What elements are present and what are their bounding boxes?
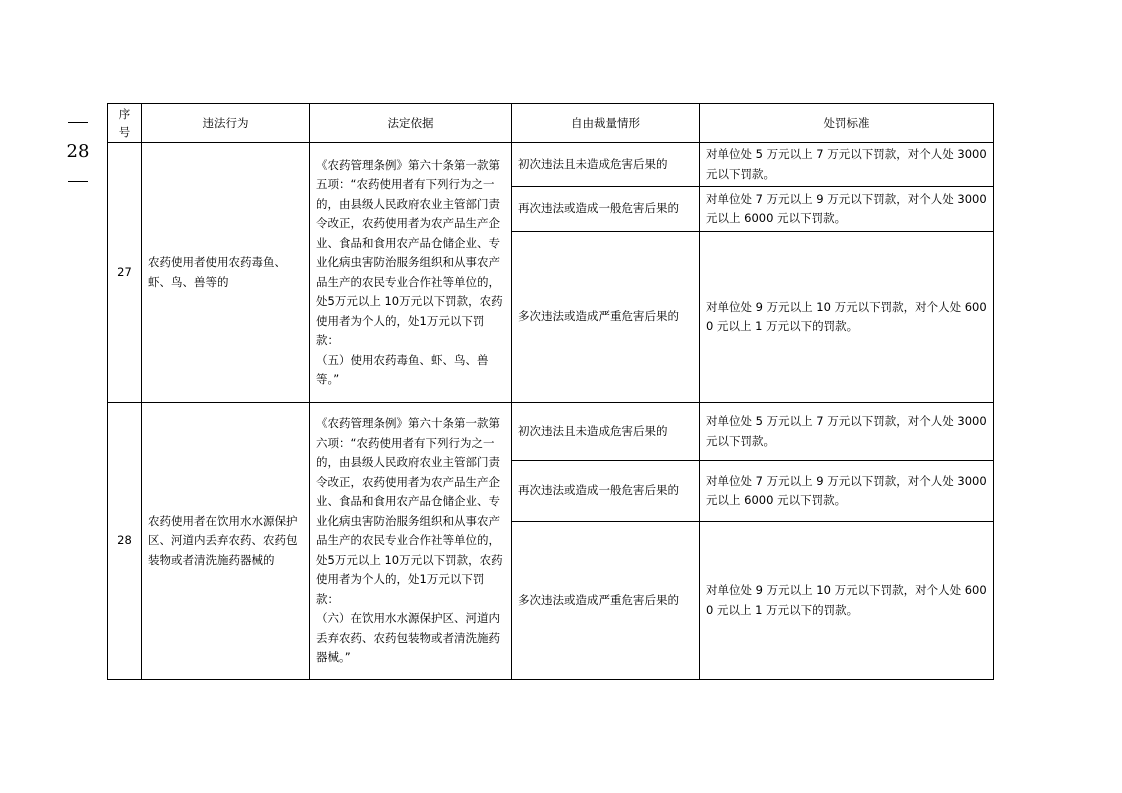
discretion-situation: 多次违法或造成严重危害后果的 xyxy=(512,232,700,403)
header-act: 违法行为 xyxy=(142,104,310,143)
page-number-text: 28 xyxy=(66,141,90,162)
table-header-row xyxy=(108,104,994,143)
penalty-standard: 对单位处 9 万元以上 10 万元以下罚款，对个人处 6000 元以上 1 万元以下的罚款。 xyxy=(700,232,994,403)
discretion-situation: 初次违法且未造成危害后果的 xyxy=(512,403,700,461)
discretion-situation: 再次违法或造成一般危害后果的 xyxy=(512,461,700,522)
discretion-situation: 多次违法或造成严重危害后果的 xyxy=(512,522,700,680)
page-number xyxy=(58,122,98,182)
header-basis: 法定依据 xyxy=(310,104,512,143)
table-row xyxy=(108,403,994,461)
legal-basis-item: （六）在饮用水水源保护区、河道内丢弃农药、农药包装物或者清洗施药器械。” xyxy=(316,611,500,665)
header-discretion: 自由裁量情形 xyxy=(512,104,700,143)
penalty-standard: 对单位处 7 万元以上 9 万元以下罚款，对个人处 3000 元以上 6000 元以下罚款。 xyxy=(700,187,994,232)
legal-basis-text: 《农药管理条例》第六十条第一款第五项：“农药使用者有下列行为之一的，由县级人民政府农业主管部门责令改正，农药使用者为农产品生产企业、食品和食用农产品仓储企业、专业化病虫害防治服务组织和从事农产品生产的农民专业合作社等单位的，处5万元以上 10万元以下罚款，农药使用者为个人的，处1万元以下罚款： xyxy=(316,157,503,347)
discretion-situation: 初次违法且未造成危害后果的 xyxy=(512,143,700,187)
row-violation: 农药使用者使用农药毒鱼、虾、鸟、兽等的 xyxy=(142,143,310,403)
penalty-standard: 对单位处 9 万元以上 10 万元以下罚款，对个人处 6000 元以上 1 万元以下的罚款。 xyxy=(700,522,994,680)
header-standard: 处罚标准 xyxy=(700,104,994,143)
legal-basis-text: 《农药管理条例》第六十条第一款第六项：“农药使用者有下列行为之一的，由县级人民政府农业主管部门责令改正，农药使用者为农产品生产企业、食品和食用农产品仓储企业、专业化病虫害防治服务组织和从事农产品生产的农民专业合作社等单位的，处5万元以上 10万元以下罚款，农药使用者为个人的，处1万元以下罚款： xyxy=(316,416,503,606)
legal-basis-item: （五）使用农药毒鱼、虾、鸟、兽等。” xyxy=(316,352,489,386)
discretion-situation: 再次违法或造成一般危害后果的 xyxy=(512,187,700,232)
table-row xyxy=(108,143,994,187)
page-number-top-dash xyxy=(68,122,88,123)
row-seq: 28 xyxy=(108,403,142,680)
header-seq: 序号 xyxy=(108,104,142,143)
row-seq: 27 xyxy=(108,143,142,403)
row-legal-basis xyxy=(310,143,512,403)
penalty-standards-table xyxy=(107,103,994,680)
penalty-standard: 对单位处 7 万元以上 9 万元以下罚款，对个人处 3000 元以上 6000 元以下罚款。 xyxy=(700,461,994,522)
page-number-bottom-dash xyxy=(68,181,88,182)
row-legal-basis xyxy=(310,403,512,680)
row-violation: 农药使用者在饮用水水源保护区、河道内丢弃农药、农药包装物或者清洗施药器械的 xyxy=(142,403,310,680)
penalty-standard: 对单位处 5 万元以上 7 万元以下罚款，对个人处 3000 元以下罚款。 xyxy=(700,403,994,461)
penalty-standard: 对单位处 5 万元以上 7 万元以下罚款，对个人处 3000 元以下罚款。 xyxy=(700,143,994,187)
